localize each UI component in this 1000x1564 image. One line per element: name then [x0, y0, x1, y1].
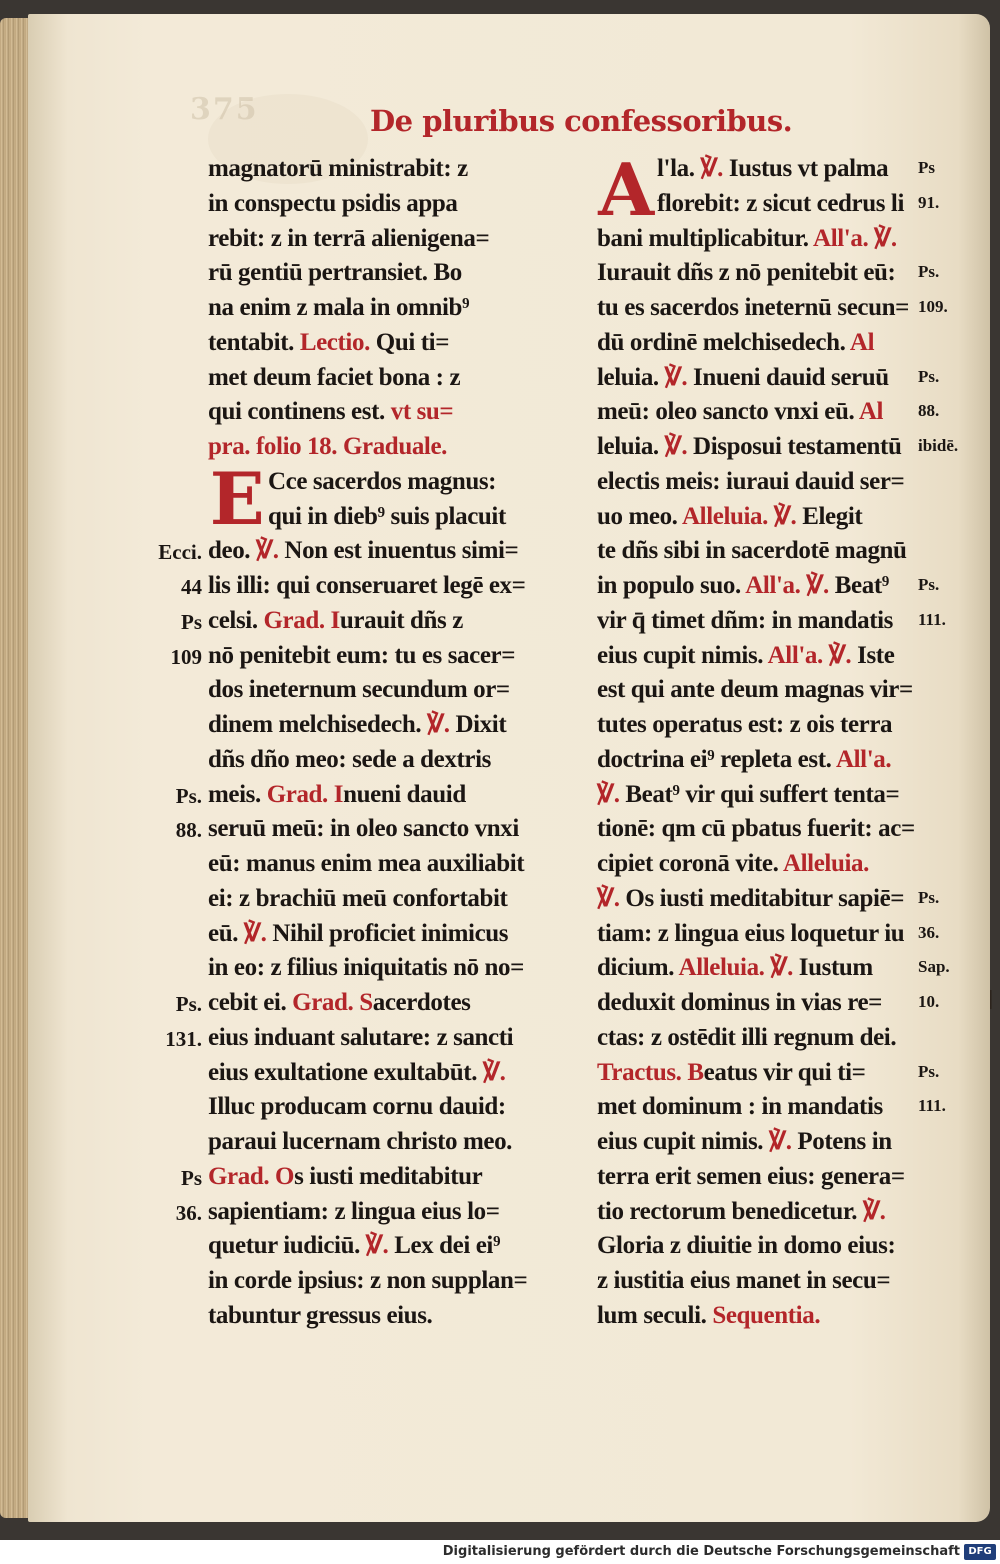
text-line: [208, 326, 580, 361]
text-line: [208, 395, 580, 430]
text-line: [597, 951, 969, 986]
margin-reference: Ecci.: [158, 540, 202, 565]
body-text: dos ineternum secundum or=: [208, 676, 510, 704]
rubric-text: ℣.: [243, 919, 267, 947]
body-text: eatus vir qui ti=: [703, 1058, 866, 1086]
body-text: Iustum: [792, 954, 873, 982]
margin-reference: Ps.: [918, 262, 940, 282]
rubric-text: pra. folio 18. Graduale.: [208, 433, 448, 460]
text-line: [597, 1299, 969, 1334]
margin-reference: 36.: [918, 922, 940, 942]
rubric-text: All'a. ℣.: [745, 572, 829, 599]
rubric-text: Al: [858, 398, 884, 426]
rubric-text: ℣.: [664, 433, 688, 460]
margin-reference: 109: [170, 644, 202, 669]
rubric-text: ℣.: [664, 363, 688, 391]
text-line: [597, 534, 969, 569]
margin-reference: Ps.: [918, 366, 940, 386]
body-text: tiam: z lingua eius loquetur iu: [597, 919, 905, 947]
body-text: Cce sacerdos magnus:: [268, 467, 497, 495]
body-text: qui in dieb⁹ suis placuit: [268, 502, 506, 530]
body-text: eū: manus enim mea auxiliabit: [208, 850, 525, 877]
text-line: [597, 882, 969, 917]
body-text: rū gentiū pertransiet. Bo: [208, 259, 462, 287]
text-line: [597, 708, 969, 743]
text-line: [208, 1264, 580, 1299]
rubric-text: All'a. ℣.: [813, 224, 897, 252]
rubric-text: ℣.: [597, 884, 620, 912]
text-line: [208, 951, 580, 986]
body-text: Qui ti=: [369, 328, 450, 356]
body-text: eius cupit nimis.: [597, 641, 768, 669]
body-text: meis.: [208, 780, 267, 808]
body-text: tabuntur gressus eius.: [208, 1301, 433, 1329]
right-text-column: [597, 147, 969, 1334]
body-text: in populo suo.: [597, 572, 746, 599]
margin-reference: Sap.: [918, 957, 950, 977]
text-line: [208, 1056, 580, 1091]
body-text: met deum faciet bona : z: [208, 363, 461, 391]
text-line: [208, 778, 580, 813]
text-line: [597, 569, 969, 604]
text-line: [208, 1195, 580, 1230]
rubric-text: Tractus. B: [597, 1058, 704, 1086]
body-text: terra erit semen eius: genera=: [597, 1162, 905, 1190]
margin-reference: Ps.: [175, 992, 202, 1016]
body-text: tu es sacerdos ineternū secun=: [597, 294, 909, 321]
margin-reference: 131.: [165, 1026, 202, 1051]
body-text: urauit dñs z: [339, 606, 463, 634]
text-line: [208, 708, 580, 743]
body-text: Dixit: [449, 711, 507, 738]
body-text: Illuc producam cornu dauid:: [208, 1093, 506, 1121]
body-text: Iustus vt palma: [723, 155, 889, 182]
text-line: [597, 1056, 969, 1091]
text-line: [208, 152, 580, 187]
body-text: leluia.: [597, 363, 665, 391]
body-text: na enim z mala in omnib⁹: [208, 294, 470, 321]
margin-reference: 10.: [918, 992, 940, 1011]
body-text: tionē: qm cū pbatus fuerit: ac=: [597, 815, 915, 843]
body-text: vir q̄ timet dñm: in mandatis: [597, 606, 894, 634]
body-text: cebit ei.: [208, 989, 293, 1016]
margin-reference: 111.: [918, 609, 946, 629]
body-text: acerdotes: [372, 989, 471, 1016]
text-line: [597, 500, 969, 535]
margin-reference: Ps.: [918, 887, 940, 907]
body-text: ei: z brachiū meū confortabit: [208, 884, 508, 912]
rubric-text: ℣.: [769, 1128, 792, 1155]
body-text: dinem melchisedech.: [208, 711, 428, 738]
body-text: Gloria z diuitie in domo eius:: [597, 1232, 896, 1260]
text-line: [208, 917, 580, 952]
text-line: [597, 395, 969, 430]
body-text: eius cupit nimis.: [597, 1128, 769, 1155]
margin-reference: Ps: [181, 609, 202, 634]
rubric-text: ℣.: [597, 780, 620, 808]
body-text: bani multiplicabitur.: [597, 224, 814, 252]
body-text: Inueni dauid seruū: [687, 363, 889, 391]
body-text: l'la.: [657, 155, 701, 182]
rubric-text: vt su=: [390, 398, 454, 426]
text-line: [597, 465, 969, 500]
text-line: [208, 222, 580, 257]
margin-reference: ibidē.: [918, 436, 959, 455]
rubric-text: Grad. S: [292, 989, 373, 1016]
running-head: De pluribus confessoribus.: [370, 104, 793, 138]
rubric-text: ℣.: [365, 1232, 389, 1260]
text-line: [597, 1195, 969, 1230]
rubric-text: ℣.: [256, 537, 279, 565]
text-line: [208, 673, 580, 708]
text-line: [208, 1090, 580, 1125]
text-line: [208, 187, 580, 222]
body-text: tentabit.: [208, 328, 300, 356]
margin-reference: Ps.: [175, 783, 202, 808]
text-line: [208, 1229, 580, 1264]
body-text: Lex dei ei⁹: [388, 1232, 501, 1260]
text-line: [208, 639, 580, 674]
margin-reference: 44: [181, 575, 202, 599]
body-text: Potens in: [791, 1128, 892, 1155]
rubric-text: Alleluia. ℣.: [682, 502, 797, 530]
rubric-text: ℣.: [427, 711, 450, 738]
body-text: doctrina ei⁹ repleta est.: [597, 745, 836, 773]
body-text: Iurauit dñs z nō penitebit eū:: [597, 259, 896, 287]
rubric-text: Grad. O: [208, 1162, 295, 1190]
rubric-text: Grad. I: [266, 780, 344, 808]
margin-reference: 109.: [918, 297, 948, 316]
body-text: te dñs sibi in sacerdotē magnū: [597, 537, 907, 565]
body-text: magnatorū ministrabit: z: [208, 155, 468, 182]
text-line: [208, 743, 580, 778]
dfg-logo-icon: DFG: [964, 1544, 996, 1560]
rubric-text: ℣.: [862, 1197, 886, 1225]
body-text: met dominum : in mandatis: [597, 1093, 883, 1121]
margin-reference: Ps: [181, 1165, 202, 1190]
rubric-text: ℣.: [482, 1058, 506, 1086]
margin-reference: Ps.: [918, 575, 940, 594]
body-text: Elegit: [796, 502, 863, 530]
funding-credit: Digitalisierung gefördert durch die Deutsche Forschungsgemeinschaft: [442, 1544, 960, 1559]
text-line: [597, 986, 969, 1021]
body-text: cipiet coronā vite.: [597, 850, 783, 877]
text-line: [597, 743, 969, 778]
body-text: quetur iudiciū.: [208, 1232, 366, 1260]
body-text: leluia.: [597, 433, 665, 460]
text-line: [208, 569, 580, 604]
body-text: nō penitebit eum: tu es sacer=: [208, 641, 516, 669]
margin-reference: 36.: [175, 1200, 202, 1225]
body-text: tutes operatus est: z ois terra: [597, 711, 893, 738]
body-text: tio rectorum benedicetur.: [597, 1197, 863, 1225]
initial-e: E: [209, 456, 265, 541]
body-text: celsi.: [208, 606, 264, 634]
body-text: rebit: z in terrā alienigena=: [208, 224, 490, 252]
folio-number: 375: [190, 92, 259, 127]
body-text: dñs dño meo: sede a dextris: [208, 745, 491, 773]
initial-a: A: [598, 147, 654, 232]
rubric-text: All'a.: [835, 745, 892, 773]
body-text: eius exultatione exultabūt.: [208, 1058, 483, 1086]
book-fore-edge: [0, 18, 30, 1518]
body-text: Beat⁹: [828, 572, 889, 599]
body-text: z iustitia eius manet in secu=: [597, 1267, 891, 1294]
text-line: [208, 847, 580, 882]
text-line: [597, 1160, 969, 1195]
text-line: [597, 326, 969, 361]
body-text: Os iusti meditabitur sapiē=: [619, 884, 905, 912]
margin-reference: 111.: [918, 1096, 946, 1116]
text-line: [208, 986, 580, 1021]
margin-reference: Ps: [918, 158, 935, 177]
body-text: paraui lucernam christo meo.: [208, 1128, 513, 1155]
body-text: eius induant salutare: z sancti: [208, 1023, 514, 1051]
rubric-text: All'a. ℣.: [767, 641, 852, 669]
text-line: [597, 430, 969, 465]
text-line: [208, 1021, 580, 1056]
text-line: [597, 291, 969, 326]
text-line: [208, 256, 580, 291]
body-text: Disposui testamentū: [687, 433, 902, 460]
body-text: est qui ante deum magnas vir=: [597, 676, 913, 704]
body-text: Nihil proficiet inimicus: [266, 919, 509, 947]
text-line: [208, 1299, 580, 1334]
text-line: [208, 291, 580, 326]
text-line: [597, 847, 969, 882]
text-line: [597, 778, 969, 813]
body-text: meū: oleo sancto vnxi eū.: [597, 398, 859, 426]
body-text: electis meis: iuraui dauid ser=: [597, 467, 905, 495]
text-line: [208, 361, 580, 396]
rubric-text: Al: [849, 328, 875, 356]
text-line: [597, 1021, 969, 1056]
body-text: s iusti meditabitur: [294, 1162, 483, 1190]
body-text: lum seculi.: [597, 1301, 713, 1329]
text-line: [597, 1264, 969, 1299]
body-text: in eo: z filius iniquitatis nō no=: [208, 954, 524, 982]
margin-reference: Ps.: [918, 1061, 940, 1081]
text-line: [208, 1125, 580, 1160]
body-text: ctas: z ostēdit illi regnum dei.: [597, 1023, 897, 1051]
text-line: [597, 1229, 969, 1264]
text-line: [597, 917, 969, 952]
margin-reference: 91.: [918, 192, 940, 212]
text-line: [208, 1160, 580, 1195]
text-line: [208, 604, 580, 639]
body-text: eū.: [208, 919, 244, 947]
text-line: [597, 361, 969, 396]
margin-reference: 88.: [918, 401, 940, 421]
text-line: [597, 812, 969, 847]
text-line: [597, 1125, 969, 1160]
body-text: deo.: [208, 537, 257, 565]
body-text: uo meo.: [597, 502, 682, 530]
edge-marks: │: [986, 990, 996, 1009]
body-text: florebit: z sicut cedrus li: [657, 189, 905, 217]
text-line: [597, 256, 969, 291]
rubric-text: Alleluia. ℣.: [678, 954, 793, 982]
rubric-text: Grad. I: [263, 606, 340, 634]
body-text: sapientiam: z lingua eius lo=: [208, 1197, 500, 1225]
text-line: [208, 882, 580, 917]
body-text: dū ordinē melchisedech.: [597, 328, 850, 356]
rubric-text: ℣.: [700, 155, 723, 182]
text-line: [208, 812, 580, 847]
body-text: Beat⁹ vir qui suffert tenta=: [619, 780, 900, 808]
text-line: [597, 604, 969, 639]
rubric-text: Alleluia.: [782, 850, 869, 877]
body-text: Iste: [851, 641, 895, 669]
left-text-column: [208, 152, 580, 1334]
rubric-text: Sequentia.: [712, 1301, 821, 1329]
body-text: dicium.: [597, 954, 679, 982]
rubric-text: Lectio.: [299, 328, 370, 356]
body-text: in corde ipsius: z non supplan=: [208, 1267, 528, 1294]
text-line: [597, 673, 969, 708]
text-line: [597, 1090, 969, 1125]
body-text: qui continens est.: [208, 398, 391, 426]
footer-bar: [0, 1540, 1000, 1564]
body-text: in conspectu psidis appa: [208, 189, 458, 217]
body-text: deduxit dominus in vias re=: [597, 989, 883, 1016]
margin-reference: 88.: [175, 818, 202, 843]
body-text: seruū meū: in oleo sancto vnxi: [208, 815, 519, 843]
text-line: [597, 639, 969, 674]
body-text: Non est inuentus simi=: [278, 537, 519, 565]
body-text: lis illi: qui conseruaret legē ex=: [208, 572, 526, 599]
body-text: nueni dauid: [343, 780, 466, 808]
